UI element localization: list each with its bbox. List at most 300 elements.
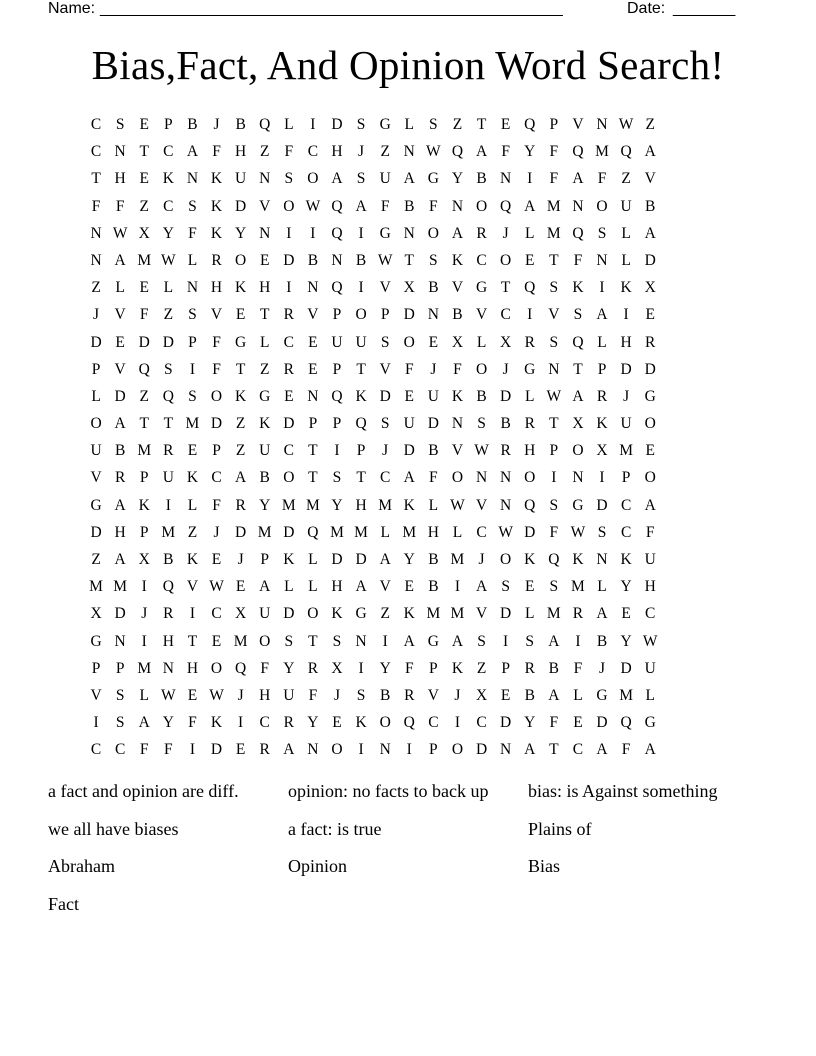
grid-letter[interactable]: Y [235,224,247,242]
grid-letter[interactable]: X [572,415,584,433]
grid-letter[interactable]: D [114,605,126,623]
grid-letter[interactable]: Q [500,197,512,215]
grid-letter[interactable]: Q [620,143,632,161]
grid-letter[interactable]: I [286,279,292,297]
grid-letter[interactable]: I [575,632,581,650]
grid-letter[interactable]: N [596,251,608,269]
grid-letter[interactable]: H [259,686,271,704]
grid-letter[interactable]: A [355,578,367,596]
grid-letter[interactable]: Q [548,551,560,568]
grid-letter[interactable]: V [259,197,271,215]
grid-letter[interactable]: N [596,551,608,568]
grid-letter[interactable]: J [213,116,220,133]
grid-letter[interactable]: H [644,578,656,596]
grid-letter[interactable]: D [162,333,174,351]
grid-letter[interactable]: A [596,306,608,324]
grid-letter[interactable]: I [165,496,171,514]
grid-letter[interactable]: W [474,442,489,460]
grid-letter[interactable]: I [141,632,147,650]
grid-letter[interactable]: M [113,578,128,596]
grid-letter[interactable]: F [501,143,510,161]
grid-letter[interactable]: Y [451,170,464,188]
grid-letter[interactable]: J [454,686,461,704]
grid-letter[interactable]: O [644,415,656,433]
grid-letter[interactable]: S [477,415,486,433]
grid-letter[interactable]: I [334,442,340,460]
grid-letter[interactable]: D [644,251,656,269]
grid-letter[interactable]: B [428,442,439,460]
grid-letter[interactable]: L [91,387,101,405]
grid-letter[interactable]: P [549,442,559,460]
grid-letter[interactable]: W [570,523,586,541]
grid-letter[interactable]: B [114,442,126,460]
grid-letter[interactable]: M [305,496,320,514]
grid-letter[interactable]: P [501,659,510,677]
grid-letter[interactable]: F [549,523,559,541]
grid-letter[interactable]: N [572,469,584,487]
grid-letter[interactable]: U [162,469,174,487]
grid-letter[interactable]: D [235,197,247,215]
grid-letter[interactable]: F [380,197,390,215]
grid-letter[interactable]: T [259,306,270,324]
grid-letter[interactable]: U [331,333,343,351]
grid-letter[interactable]: M [378,496,393,514]
grid-letter[interactable]: S [525,632,535,650]
grid-letter[interactable]: F [284,143,294,161]
grid-letter[interactable]: G [90,632,102,650]
grid-letter[interactable]: C [572,741,584,759]
grid-letter[interactable]: N [451,197,464,215]
grid-letter[interactable]: Y [620,632,632,650]
grid-letter[interactable]: N [331,251,343,269]
grid-letter[interactable]: M [546,197,561,215]
grid-letter[interactable]: S [115,116,125,133]
grid-letter[interactable]: L [139,686,149,704]
grid-letter[interactable]: F [453,360,462,378]
grid-letter[interactable]: V [548,306,560,324]
grid-letter[interactable]: K [235,279,247,297]
grid-letter[interactable]: H [210,279,223,297]
grid-letter[interactable]: P [164,116,173,133]
grid-letter[interactable]: T [91,170,101,188]
grid-letter[interactable]: I [189,741,195,759]
grid-letter[interactable]: C [428,714,439,732]
grid-letter[interactable]: M [595,143,609,161]
grid-letter[interactable]: D [283,605,295,623]
grid-letter[interactable]: F [212,360,221,378]
grid-letter[interactable]: C [283,333,294,351]
grid-letter[interactable]: O [596,197,608,215]
grid-letter[interactable]: F [549,170,559,188]
grid-letter[interactable]: P [429,659,438,677]
grid-letter[interactable]: N [403,143,415,161]
grid-letter[interactable]: K [355,714,367,732]
grid-letter[interactable]: K [451,659,464,677]
grid-letter[interactable]: H [355,496,367,514]
grid-letter[interactable]: A [186,143,199,161]
grid-letter[interactable]: N [186,170,199,188]
grid-letter[interactable]: M [161,523,176,541]
grid-letter[interactable]: A [572,387,584,405]
grid-letter[interactable]: C [620,496,632,514]
grid-letter[interactable]: E [284,387,294,405]
grid-letter[interactable]: V [475,306,488,324]
grid-letter[interactable]: K [620,551,632,568]
grid-letter[interactable]: E [187,686,198,704]
grid-letter[interactable]: X [644,279,656,297]
grid-letter[interactable]: S [115,714,125,732]
grid-letter[interactable]: Q [572,333,584,351]
grid-letter[interactable]: E [235,741,246,759]
grid-letter[interactable]: S [115,686,125,704]
grid-letter[interactable]: N [90,251,102,269]
grid-letter[interactable]: S [356,116,366,133]
grid-letter[interactable]: H [427,523,439,541]
grid-letter[interactable]: N [548,360,560,378]
grid-letter[interactable]: Z [380,143,390,161]
grid-letter[interactable]: Z [91,279,101,297]
grid-letter[interactable]: Y [379,659,391,677]
name-blank-line[interactable]: ____________________________________________________ [100,0,563,17]
grid-letter[interactable]: J [141,605,148,623]
grid-letter[interactable]: E [139,170,149,188]
grid-letter[interactable]: P [139,469,149,487]
grid-letter[interactable]: K [331,605,343,623]
grid-letter[interactable]: A [644,741,656,759]
grid-letter[interactable]: V [379,279,391,297]
grid-letter[interactable]: A [524,741,536,759]
grid-letter[interactable]: C [645,605,656,623]
grid-letter[interactable]: U [259,442,271,460]
grid-letter[interactable]: I [454,714,461,732]
grid-letter[interactable]: T [573,360,583,378]
grid-letter[interactable]: A [596,605,608,623]
grid-letter[interactable]: T [549,415,559,433]
grid-letter[interactable]: Z [259,143,270,161]
grid-letter[interactable]: Q [162,578,174,596]
grid-letter[interactable]: C [90,741,102,759]
grid-letter[interactable]: B [404,197,415,215]
grid-letter[interactable]: Q [524,116,536,133]
grid-letter[interactable]: W [450,496,465,514]
grid-letter[interactable]: P [91,360,101,378]
grid-letter[interactable]: N [186,279,199,297]
grid-letter[interactable]: K [210,170,223,188]
grid-letter[interactable]: K [620,279,632,297]
grid-letter[interactable]: S [549,496,559,514]
grid-letter[interactable]: P [212,442,221,460]
grid-letter[interactable]: O [307,605,319,623]
grid-letter[interactable]: T [549,251,559,269]
grid-letter[interactable]: R [645,333,656,351]
grid-letter[interactable]: C [259,714,270,732]
grid-letter[interactable]: N [500,469,512,487]
grid-letter[interactable]: P [549,116,559,133]
grid-letter[interactable]: F [260,659,270,677]
grid-letter[interactable]: G [644,387,656,405]
grid-letter[interactable]: K [572,551,584,568]
grid-letter[interactable]: I [93,714,99,732]
grid-letter[interactable]: O [210,387,223,405]
grid-letter[interactable]: U [620,415,632,433]
grid-letter[interactable]: B [476,170,487,188]
grid-letter[interactable]: X [475,686,488,704]
grid-letter[interactable]: S [597,523,607,541]
grid-letter[interactable]: E [500,686,511,704]
grid-letter[interactable]: X [403,279,415,297]
grid-letter[interactable]: O [451,741,464,759]
grid-letter[interactable]: M [619,442,633,460]
grid-letter[interactable]: K [596,415,608,433]
grid-letter[interactable]: H [114,170,126,188]
grid-letter[interactable]: G [355,605,367,623]
grid-letter[interactable]: E [525,251,535,269]
grid-letter[interactable]: R [404,686,415,704]
grid-letter[interactable]: L [284,578,294,596]
grid-letter[interactable]: A [355,197,367,215]
grid-letter[interactable]: K [451,251,464,269]
grid-letter[interactable]: Z [235,415,246,433]
grid-letter[interactable]: F [212,143,221,161]
grid-letter[interactable]: Z [645,116,655,133]
grid-letter[interactable]: X [138,224,150,242]
grid-letter[interactable]: Q [572,143,584,161]
grid-letter[interactable]: I [454,578,461,596]
grid-letter[interactable]: O [210,659,223,677]
grid-letter[interactable]: T [139,143,149,161]
grid-letter[interactable]: I [358,659,364,677]
grid-letter[interactable]: L [308,551,318,568]
grid-letter[interactable]: R [500,442,511,460]
grid-letter[interactable]: P [139,523,149,541]
grid-letter[interactable]: D [379,387,391,405]
grid-letter[interactable]: J [213,523,220,541]
grid-letter[interactable]: R [596,387,608,405]
grid-letter[interactable]: L [525,387,535,405]
grid-letter[interactable]: W [546,387,562,405]
grid-letter[interactable]: J [502,360,509,378]
grid-letter[interactable]: S [573,306,583,324]
grid-letter[interactable]: A [379,551,391,568]
grid-letter[interactable]: Z [163,306,174,324]
grid-letter[interactable]: R [524,415,535,433]
grid-letter[interactable]: J [358,143,365,161]
grid-letter[interactable]: O [283,197,295,215]
grid-letter[interactable]: F [549,143,559,161]
grid-letter[interactable]: C [163,143,174,161]
date-blank-line[interactable]: _______ [673,0,736,17]
grid-letter[interactable]: D [620,360,632,378]
grid-letter[interactable]: O [355,306,367,324]
grid-letter[interactable]: D [90,523,102,541]
grid-letter[interactable]: K [162,170,174,188]
grid-letter[interactable]: L [525,224,535,242]
grid-letter[interactable]: H [162,632,174,650]
grid-letter[interactable]: E [428,333,439,351]
grid-letter[interactable]: O [427,224,439,242]
grid-letter[interactable]: D [596,496,608,514]
grid-letter[interactable]: J [598,659,606,677]
grid-letter[interactable]: E [404,578,414,596]
grid-letter[interactable]: O [572,442,584,460]
grid-letter[interactable]: A [235,469,247,487]
grid-letter[interactable]: D [355,551,367,568]
grid-letter[interactable]: A [259,578,271,596]
grid-letter[interactable]: O [379,714,391,732]
grid-letter[interactable]: D [283,523,295,541]
grid-letter[interactable]: N [403,224,415,242]
grid-letter[interactable]: E [235,578,246,596]
grid-letter[interactable]: U [403,415,415,433]
grid-letter[interactable]: O [451,469,464,487]
grid-letter[interactable]: M [137,659,152,677]
grid-letter[interactable]: G [524,360,536,378]
grid-letter[interactable]: S [356,686,366,704]
grid-letter[interactable]: L [645,686,655,704]
grid-letter[interactable]: B [524,686,535,704]
grid-letter[interactable]: K [283,551,295,568]
grid-letter[interactable]: S [549,333,559,351]
grid-letter[interactable]: K [235,387,247,405]
grid-letter[interactable]: I [527,170,533,188]
grid-letter[interactable]: O [475,197,488,215]
grid-letter[interactable]: J [382,442,389,460]
grid-letter[interactable]: F [404,360,414,378]
grid-letter[interactable]: T [187,632,198,650]
grid-letter[interactable]: V [379,360,391,378]
grid-letter[interactable]: K [186,469,199,487]
grid-letter[interactable]: E [115,333,125,351]
grid-letter[interactable]: W [377,251,393,269]
grid-letter[interactable]: H [524,442,536,460]
grid-letter[interactable]: Q [331,387,343,405]
grid-letter[interactable]: M [257,523,272,541]
grid-letter[interactable]: A [114,551,126,568]
grid-letter[interactable]: H [620,333,632,351]
grid-letter[interactable]: Y [307,714,319,732]
grid-letter[interactable]: S [188,197,197,215]
grid-letter[interactable]: Q [331,279,343,297]
grid-letter[interactable]: C [163,197,174,215]
grid-letter[interactable]: B [476,387,487,405]
grid-letter[interactable]: A [114,415,126,433]
grid-letter[interactable]: Q [451,143,464,161]
grid-letter[interactable]: I [599,469,605,487]
grid-letter[interactable]: A [475,578,488,596]
grid-letter[interactable]: B [307,251,319,269]
grid-letter[interactable]: Z [259,360,270,378]
grid-letter[interactable]: U [644,551,656,568]
grid-letter[interactable]: B [596,632,608,650]
grid-letter[interactable]: S [501,578,510,596]
grid-letter[interactable]: N [307,741,319,759]
grid-letter[interactable]: U [235,170,247,188]
grid-letter[interactable]: O [283,469,295,487]
grid-letter[interactable]: A [596,741,608,759]
grid-letter[interactable]: M [330,523,344,541]
grid-letter[interactable]: F [139,741,149,759]
grid-letter[interactable]: N [572,197,584,215]
grid-letter[interactable]: O [331,741,343,759]
grid-letter[interactable]: V [379,578,391,596]
grid-letter[interactable]: V [186,578,199,596]
grid-letter[interactable]: F [645,523,655,541]
grid-letter[interactable]: X [235,605,247,623]
grid-letter[interactable]: F [188,224,197,242]
grid-letter[interactable]: F [549,714,559,732]
grid-letter[interactable]: S [332,469,342,487]
grid-letter[interactable]: C [90,116,102,133]
grid-letter[interactable]: Z [187,523,198,541]
grid-letter[interactable]: W [161,686,176,704]
grid-letter[interactable]: M [137,442,152,460]
grid-letter[interactable]: Y [524,143,536,161]
grid-letter[interactable]: N [307,387,319,405]
grid-letter[interactable]: D [500,605,512,623]
grid-letter[interactable]: K [210,224,223,242]
grid-letter[interactable]: Q [572,224,584,242]
grid-letter[interactable]: U [283,686,295,704]
grid-letter[interactable]: B [645,197,656,215]
grid-letter[interactable]: L [621,251,631,269]
grid-letter[interactable]: M [233,632,248,650]
grid-letter[interactable]: L [115,279,125,297]
grid-letter[interactable]: M [354,523,368,541]
grid-letter[interactable]: J [502,224,509,242]
grid-letter[interactable]: C [90,143,102,161]
grid-letter[interactable]: C [114,741,126,759]
grid-letter[interactable]: C [620,523,632,541]
grid-letter[interactable]: B [428,578,439,596]
grid-letter[interactable]: W [112,224,128,242]
grid-letter[interactable]: A [548,632,560,650]
grid-letter[interactable]: T [500,279,511,297]
grid-letter[interactable]: M [450,605,465,623]
grid-letter[interactable]: E [645,306,655,324]
grid-letter[interactable]: L [308,578,318,596]
grid-letter[interactable]: A [403,469,415,487]
grid-letter[interactable]: T [308,469,318,487]
grid-letter[interactable]: Z [139,197,149,215]
grid-letter[interactable]: V [451,442,464,460]
grid-letter[interactable]: S [188,387,197,405]
grid-letter[interactable]: Q [403,714,415,732]
grid-letter[interactable]: N [500,496,512,514]
grid-letter[interactable]: Y [259,496,271,514]
grid-letter[interactable]: H [259,279,271,297]
grid-letter[interactable]: B [428,279,439,297]
grid-letter[interactable]: P [115,659,125,677]
grid-letter[interactable]: W [305,197,321,215]
grid-letter[interactable]: R [211,251,222,269]
grid-letter[interactable]: M [546,605,561,623]
grid-letter[interactable]: E [645,442,655,460]
grid-letter[interactable]: P [332,360,342,378]
grid-letter[interactable]: S [380,333,390,351]
grid-letter[interactable]: R [259,741,270,759]
grid-letter[interactable]: O [500,551,512,568]
grid-letter[interactable]: D [500,387,512,405]
grid-letter[interactable]: D [475,741,488,759]
grid-letter[interactable]: B [163,551,174,568]
grid-letter[interactable]: V [114,360,126,378]
grid-letter[interactable]: A [524,197,536,215]
grid-letter[interactable]: F [188,714,197,732]
grid-letter[interactable]: L [259,333,270,351]
grid-letter[interactable]: T [549,741,559,759]
grid-letter[interactable]: E [211,551,222,568]
grid-letter[interactable]: W [209,578,224,596]
